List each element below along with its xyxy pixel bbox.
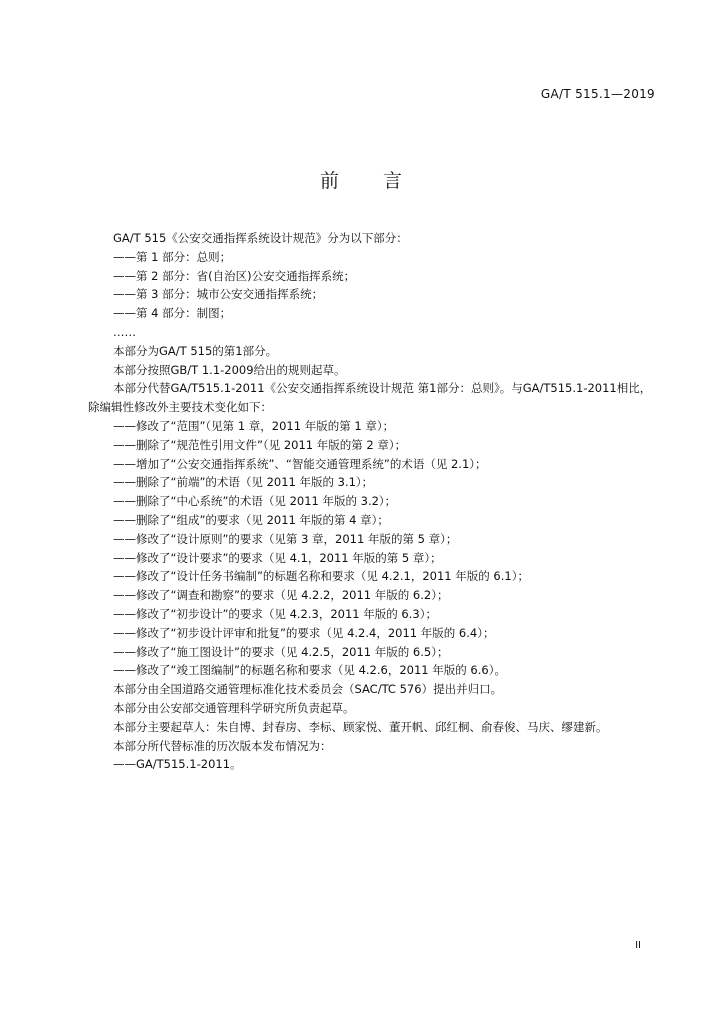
text-line: ——删除了“前端”的术语（见 2011 年版的 3.1）； (113, 475, 374, 490)
text-line: ——修改了“竣工图编制”的标题名称和要求（见 4.2.6，2011 年版的 6.6）。 (113, 663, 506, 678)
text-line: ——第 3 部分：城市公安交通指挥系统； (113, 287, 324, 302)
text-line: ——修改了“初步设计评审和批复”的要求（见 4.2.4，2011 年版的 6.4）； (113, 625, 495, 640)
text-line: GA/T 515《公安交通指挥系统设计规范》分为以下部分： (113, 231, 408, 245)
page-title: 前 言 (319, 170, 404, 192)
text-line: 本部分代替GA/T515.1-2011《公安交通指挥系统设计规范 第1部分：总则》。与GA/T515.1-2011相比， (113, 381, 652, 396)
text-line: 除编辑性修改外主要技术变化如下： (88, 400, 272, 415)
text-line: ——第 4 部分：制图； (113, 306, 232, 321)
text-line: ——删除了“规范性引用文件”（见 2011 年版的第 2 章）； (113, 437, 407, 452)
text-line: 本部分由全国道路交通管理标准化技术委员会（SAC/TC 576）提出并归口。 (113, 682, 503, 697)
text-line: ——修改了“范围”（见第 1 章，2011 年版的第 1 章）； (113, 418, 395, 433)
preface-body (88, 229, 668, 774)
text-line: 本部分按照GB/T 1.1-2009给出的规则起草。 (113, 362, 346, 377)
text-line: ——修改了“初步设计”的要求（见 4.2.3，2011 年版的 6.3）； (113, 606, 437, 621)
page-number: II (635, 940, 641, 951)
text-line: ——第 2 部分：省(自治区)公安交通指挥系统； (113, 268, 356, 283)
text-line: 本部分主要起草人：朱自博、封春房、李标、顾家悦、董开帆、邱红桐、俞春俊、马庆、缪建新。 (113, 719, 608, 734)
text-line: 本部分所代替标准的历次版本发布情况为： (113, 738, 332, 753)
text-line: ——修改了“调查和勘察”的要求（见 4.2.2，2011 年版的 6.2）； (113, 588, 449, 603)
text-line: ——修改了“施工图设计”的要求（见 4.2.5，2011 年版的 6.5）； (113, 644, 449, 659)
text-line: …… (113, 324, 136, 339)
text-line: ——GA/T515.1-2011。 (113, 757, 242, 772)
text-line: ——修改了“设计原则”的要求（见第 3 章，2011 年版的第 5 章）； (113, 531, 458, 546)
text-line: ——删除了“组成”的要求（见 2011 年版的第 4 章）； (113, 512, 389, 527)
standard-code: GA/T 515.1—2019 (540, 87, 655, 101)
text-line: 本部分由公安部交通管理科学研究所负责起草。 (113, 700, 355, 715)
text-line: ——修改了“设计要求”的要求（见 4.1，2011 年版的第 5 章）； (113, 550, 442, 565)
text-line: ——修改了“设计任务书编制”的标题名称和要求（见 4.2.1，2011 年版的 6.1）； (113, 569, 529, 584)
text-line: 本部分为GA/T 515的第1部分。 (113, 343, 278, 358)
text-line: ——第 1 部分：总则； (113, 249, 232, 264)
text-line: ——增加了“公安交通指挥系统”、“智能交通管理系统”的术语（见 2.1）； (113, 456, 487, 471)
text-line: ——删除了“中心系统”的术语（见 2011 年版的 3.2）； (113, 494, 397, 509)
